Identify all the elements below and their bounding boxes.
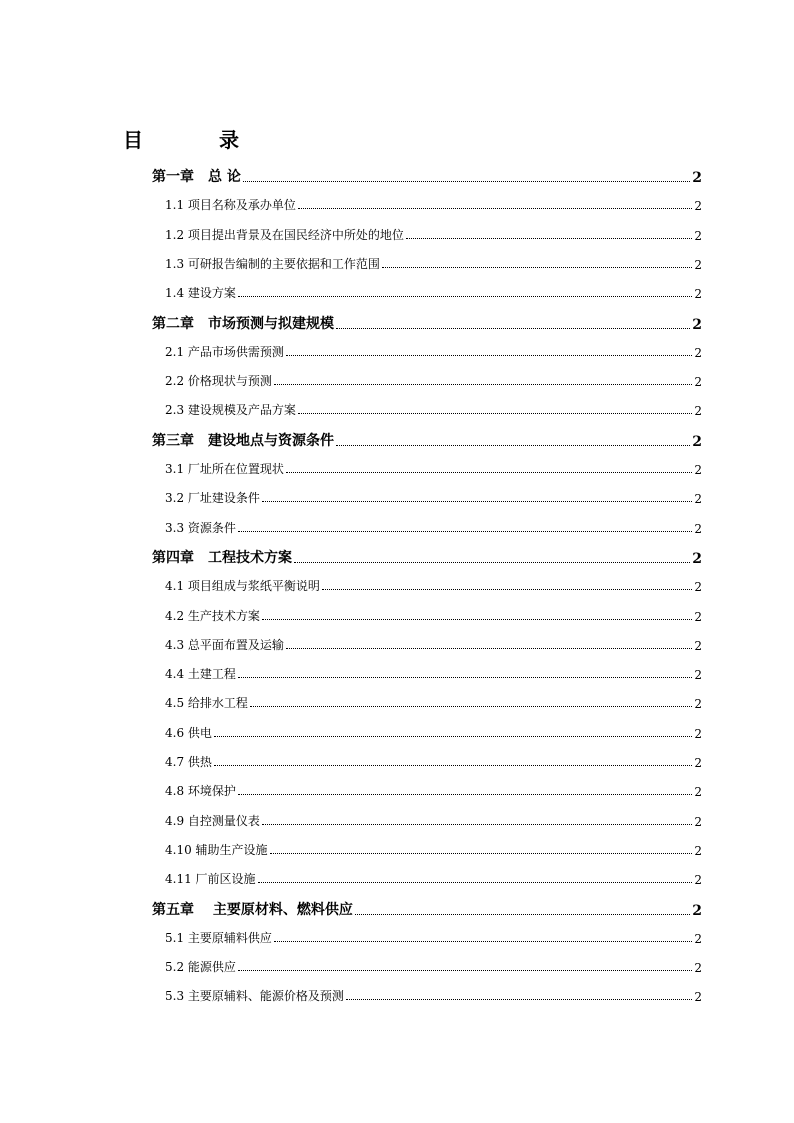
toc-entry-label: 4.1 项目组成与浆纸平衡说明 xyxy=(165,579,320,594)
toc-section-entry[interactable] xyxy=(165,400,702,418)
toc-section-entry[interactable] xyxy=(165,840,702,858)
toc-entry-label: 5.3 主要原辅料、能源价格及预测 xyxy=(165,989,344,1004)
toc-entry-page-number: 2 xyxy=(694,638,702,653)
toc-entry-page-number: 2 xyxy=(692,316,702,333)
toc-entry-page-number: 2 xyxy=(692,902,702,919)
toc-entry-page-number: 2 xyxy=(694,843,702,858)
toc-entry-label: 1.2 项目提出背景及在国民经济中所处的地位 xyxy=(165,227,404,242)
dot-leader xyxy=(238,530,692,532)
toc-entry-label: 4.4 土建工程 xyxy=(165,667,236,682)
toc-entry-page-number: 2 xyxy=(694,726,702,741)
toc-section-entry[interactable] xyxy=(165,752,702,770)
toc-entry-label: 4.11 厂前区设施 xyxy=(165,872,256,887)
toc-section-entry[interactable] xyxy=(165,693,702,711)
toc-entry-page-number: 2 xyxy=(694,492,702,507)
toc-section-entry[interactable] xyxy=(165,664,702,682)
toc-section-entry[interactable] xyxy=(165,781,702,799)
toc-entry-label: 4.7 供热 xyxy=(165,755,212,769)
toc-entry-page-number: 2 xyxy=(694,697,702,712)
toc-entry-page-number: 2 xyxy=(694,287,702,302)
toc-section-entry[interactable] xyxy=(165,869,702,887)
toc-chapter-entry[interactable] xyxy=(152,166,702,186)
toc-entry-label: 4.9 自控测量仪表 xyxy=(165,813,260,828)
dot-leader xyxy=(262,823,692,825)
toc-entry-page-number: 2 xyxy=(694,668,702,683)
toc-entry-label: 4.5 给排水工程 xyxy=(165,696,248,711)
toc-entry-label: 1.4 建设方案 xyxy=(165,286,236,301)
toc-section-entry[interactable] xyxy=(165,225,702,243)
dot-leader xyxy=(406,237,692,239)
dot-leader xyxy=(286,647,692,649)
toc-chapter-entry[interactable] xyxy=(152,547,702,567)
dot-leader xyxy=(243,180,690,182)
dot-leader xyxy=(336,444,690,446)
toc-entry-label: 第五章 主要原材料、燃料供应 xyxy=(152,901,353,918)
toc-section-entry[interactable] xyxy=(165,635,702,653)
toc-title: 目 录 xyxy=(123,128,267,152)
toc-section-entry[interactable] xyxy=(165,723,702,741)
toc-section-entry[interactable] xyxy=(165,986,702,1004)
toc-section-entry[interactable] xyxy=(165,957,702,975)
dot-leader xyxy=(258,881,693,883)
toc-entry-page-number: 2 xyxy=(692,170,702,186)
toc-entry-label: 1.3 可研报告编制的主要依据和工作范围 xyxy=(165,256,380,271)
toc-entry-label: 第一章 总 论 xyxy=(152,169,241,185)
toc-entry-page-number: 2 xyxy=(694,375,702,390)
dot-leader xyxy=(214,764,692,766)
toc-section-entry[interactable] xyxy=(165,518,702,536)
toc-entry-page-number: 2 xyxy=(694,756,702,770)
toc-section-entry[interactable] xyxy=(165,371,702,389)
dot-leader xyxy=(286,354,692,356)
toc-entry-label: 3.1 厂址所在位置现状 xyxy=(165,462,284,476)
toc-entry-page-number: 2 xyxy=(694,961,702,976)
toc-entry-label: 3.3 资源条件 xyxy=(165,520,236,535)
dot-leader xyxy=(294,561,690,563)
toc-entry-page-number: 2 xyxy=(694,814,702,829)
dot-leader xyxy=(238,676,692,678)
dot-leader xyxy=(382,266,692,268)
dot-leader xyxy=(238,295,692,297)
toc-entry-page-number: 2 xyxy=(692,433,702,450)
toc-entry-label: 4.2 生产技术方案 xyxy=(165,608,260,623)
toc-entry-label: 2.1 产品市场供需预测 xyxy=(165,344,284,359)
dot-leader xyxy=(346,998,692,1000)
toc-entry-page-number: 2 xyxy=(694,199,702,214)
toc-chapter-entry[interactable] xyxy=(152,430,702,450)
dot-leader xyxy=(274,940,692,942)
toc-entry-page-number: 2 xyxy=(694,345,702,360)
toc-entry-page-number: 2 xyxy=(694,521,702,536)
dot-leader xyxy=(270,852,693,854)
toc-section-entry[interactable] xyxy=(165,811,702,829)
toc-entry-label: 3.2 厂址建设条件 xyxy=(165,491,260,506)
dot-leader xyxy=(298,207,692,209)
toc-section-entry[interactable] xyxy=(165,606,702,624)
toc-section-entry[interactable] xyxy=(165,254,702,272)
toc-section-entry[interactable] xyxy=(165,459,702,477)
toc-chapter-entry[interactable] xyxy=(152,313,702,333)
toc-entry-page-number: 2 xyxy=(694,404,702,419)
dot-leader xyxy=(298,412,692,414)
toc-entry-page-number: 2 xyxy=(694,873,702,888)
dot-leader xyxy=(274,383,692,385)
toc-section-entry[interactable] xyxy=(165,342,702,360)
toc-entry-label: 4.10 辅助生产设施 xyxy=(165,842,268,857)
toc-entry-label: 第三章 建设地点与资源条件 xyxy=(152,432,334,449)
dot-leader xyxy=(286,471,692,473)
dot-leader xyxy=(322,588,692,590)
dot-leader xyxy=(238,969,692,971)
toc-entry-label: 2.2 价格现状与预测 xyxy=(165,374,272,389)
toc-entry-page-number: 2 xyxy=(694,785,702,800)
toc-entry-page-number: 2 xyxy=(694,931,702,946)
dot-leader xyxy=(238,793,692,795)
toc-entry-label: 1.1 项目名称及承办单位 xyxy=(165,198,296,213)
toc-entry-page-number: 2 xyxy=(694,257,702,272)
toc-chapter-entry[interactable] xyxy=(152,899,702,919)
toc-section-entry[interactable] xyxy=(165,195,702,213)
toc-entry-label: 第二章 市场预测与拟建规模 xyxy=(152,315,334,332)
toc-entry-label: 4.6 供电 xyxy=(165,725,212,740)
toc-entry-label: 2.3 建设规模及产品方案 xyxy=(165,403,296,418)
toc-section-entry[interactable] xyxy=(165,928,702,946)
dot-leader xyxy=(336,327,690,329)
toc-entry-page-number: 2 xyxy=(694,228,702,243)
dot-leader xyxy=(262,500,692,502)
toc-entry-label: 5.1 主要原辅料供应 xyxy=(165,930,272,945)
toc-entry-page-number: 2 xyxy=(694,580,702,595)
toc-section-entry[interactable] xyxy=(165,488,702,506)
dot-leader xyxy=(214,735,692,737)
toc-entry-label: 5.2 能源供应 xyxy=(165,960,236,975)
dot-leader xyxy=(250,705,692,707)
toc-entry-label: 第四章 工程技术方案 xyxy=(152,549,292,566)
toc-entry-page-number: 2 xyxy=(694,990,702,1005)
toc-entry-page-number: 2 xyxy=(694,609,702,624)
toc-section-entry[interactable] xyxy=(165,576,702,594)
toc-entry-page-number: 2 xyxy=(692,550,702,567)
toc-section-entry[interactable] xyxy=(165,283,702,301)
toc-entry-page-number: 2 xyxy=(694,463,702,477)
dot-leader xyxy=(355,913,690,915)
toc-entry-label: 4.3 总平面布置及运输 xyxy=(165,637,284,652)
toc-entry-label: 4.8 环境保护 xyxy=(165,784,236,799)
dot-leader xyxy=(262,618,692,620)
